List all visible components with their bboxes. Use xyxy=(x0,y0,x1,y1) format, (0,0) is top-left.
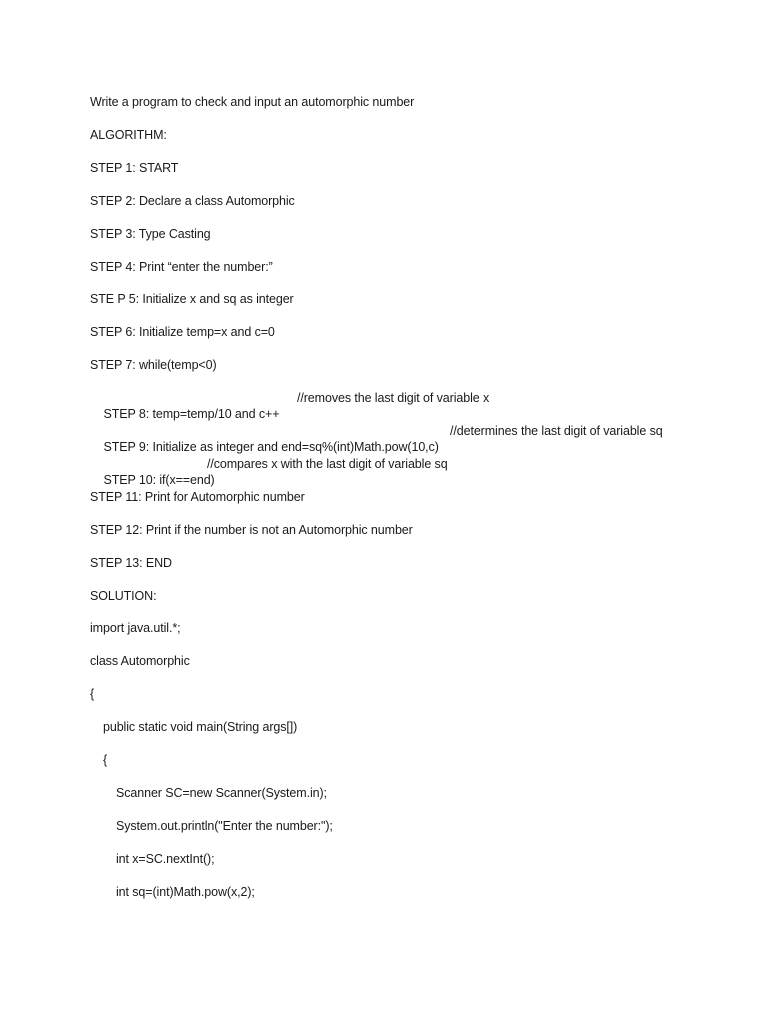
algorithm-step: STEP 13: END xyxy=(90,556,172,570)
algorithm-step: STEP 3: Type Casting xyxy=(90,227,211,241)
solution-heading: SOLUTION: xyxy=(90,589,157,603)
code-line: { xyxy=(103,753,108,767)
code-line: int x=SC.nextInt(); xyxy=(116,852,215,866)
algorithm-step: STEP 2: Declare a class Automorphic xyxy=(90,194,295,208)
step-text: STEP 9: Initialize as integer and end=sq%(int)Math.pow(10,c) xyxy=(103,440,439,454)
step-text: STEP 10: if(x==end) xyxy=(103,473,215,487)
code-line: public static void main(String args[]) xyxy=(103,720,298,734)
algorithm-step: STEP 1: START xyxy=(90,161,179,175)
algorithm-step: STE P 5: Initialize x and sq as integer xyxy=(90,292,294,306)
code-line: int sq=(int)Math.pow(x,2); xyxy=(116,885,255,899)
algorithm-step: STEP 4: Print “enter the number:” xyxy=(90,260,273,274)
code-line: System.out.println("Enter the number:"); xyxy=(116,819,333,833)
code-line: import java.util.*; xyxy=(90,621,181,635)
code-line: { xyxy=(90,687,95,701)
algorithm-step: STEP 11: Print for Automorphic number xyxy=(90,490,305,504)
document-title: Write a program to check and input an automorphic number xyxy=(90,95,415,109)
algorithm-step: STEP 7: while(temp<0) xyxy=(90,358,217,372)
step-text: STEP 8: temp=temp/10 and c++ xyxy=(103,407,280,421)
code-line: Scanner SC=new Scanner(System.in); xyxy=(116,786,327,800)
step-comment: //removes the last digit of variable x xyxy=(297,391,490,405)
algorithm-step: STEP 6: Initialize temp=x and c=0 xyxy=(90,325,275,339)
algorithm-step: STEP 12: Print if the number is not an Automorphic number xyxy=(90,523,413,537)
algorithm-heading: ALGORITHM: xyxy=(90,128,167,142)
code-line: class Automorphic xyxy=(90,654,190,668)
step-comment: //compares x with the last digit of variable sq xyxy=(207,457,448,471)
step-comment: //determines the last digit of variable sq xyxy=(450,424,663,438)
